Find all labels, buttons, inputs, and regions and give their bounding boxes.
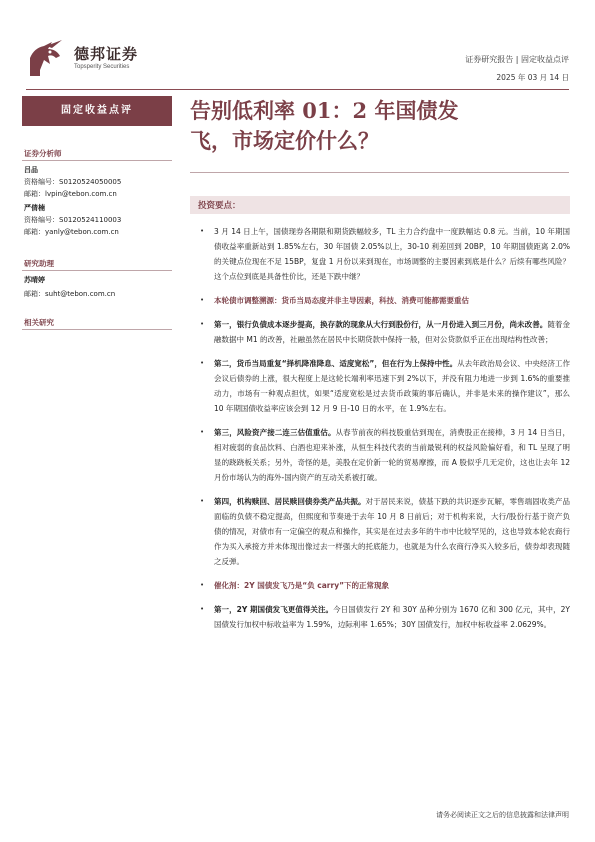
- category-label: 固定收益点评: [22, 96, 172, 126]
- report-date: 2025 年 03 月 14 日: [496, 73, 569, 82]
- title-line-1: 告别低利率 01：2 年国债发: [190, 98, 459, 123]
- key-points-header: [190, 196, 570, 214]
- analysts-heading: 证券分析师: [24, 149, 62, 158]
- paragraph-text: 从春节前夜的科技股重估到现在，消费股正在接棒，3 月 14 日当日，相对疲弱的食品饮料、白酒也迎来补涨，从恒生科技代表的当前最锐利的权益风险偏好看，和 TL 呈现了明显的跷跷板关系；另外，奇怪的是，美股在定价新一轮的贸易摩擦，而 A 股似乎几无定价，这也让去年 12 月份市场认为的海外-国内资产的互动关系被打破。: [214, 428, 570, 482]
- paragraph-lead: 第一，2Y 期国债发飞更值得关注。: [214, 605, 334, 614]
- bullet-icon: •: [200, 320, 205, 328]
- paragraph: [198, 224, 570, 284]
- paragraph: [198, 578, 570, 593]
- key-points-title: 投资要点：: [198, 201, 241, 211]
- report-title: [190, 96, 550, 156]
- bullet-icon: •: [200, 605, 205, 613]
- sidebar-divider: [22, 329, 172, 330]
- assistant-email[interactable]: 邮箱：suht@tebon.com.cn: [24, 290, 116, 298]
- assistant-name: 苏晴婷: [24, 276, 45, 284]
- bullet-icon: •: [200, 428, 205, 436]
- paragraph-text: 对于居民来说，债基下跌的共识逐步瓦解，零售端固收类产品面临的负债不稳定提高，但熙度和节奏逊于去年 10 月 8 日前后；对于机构来说，大行/股份行基于资产负债的情况，对债市有一定偏空的观点和操作，其实是在过去多年的牛市中比较罕见的，这也导致本轮农商行作为买入承接方并未体现出像过去一样强大的托底能力，也就是为什么农商行净买入较多后，债券却表现随之反弹。: [214, 497, 571, 566]
- paragraph: [198, 356, 570, 416]
- title-divider: [190, 172, 569, 173]
- paragraph-lead: 第四，机构赎回、居民赎回债券类产品共振。: [214, 497, 366, 506]
- paragraph: [198, 494, 570, 569]
- paragraph: [198, 317, 570, 347]
- paragraph: [198, 602, 570, 632]
- analyst-cert: 资格编号：S0120524110003: [24, 216, 122, 224]
- paragraph: [198, 293, 570, 308]
- section-heading: 本轮债市调整溯源：货币当局态度并非主导因素，科技、消费可能都需要重估: [214, 296, 469, 305]
- bullet-icon: •: [200, 227, 205, 235]
- paragraph-text: 3 月 14 日上午，国债现券各期限和期货跌幅较多，TL 主力合约盘中一度跌幅达 0.8 元。当前，10 年期国债收益率重新站到 1.85%左右，30 年国债 2.05%以上，30-10 利差回到 20BP，10 年期国债距离 2.0%的关键点位现在不足 15BP，复盘 1 月份以来到现在，市场调整的主要因素到底是什么？后续有哪些风险？这个点位到底是具备性价比，还是下跌中继？: [214, 227, 570, 281]
- assistant-heading: 研究助理: [24, 259, 54, 268]
- bullet-icon: •: [200, 359, 205, 367]
- related-research-heading: 相关研究: [24, 318, 54, 327]
- paragraph-lead: 第三，风险资产接二连三估值重估。: [214, 428, 336, 437]
- title-line-2: 飞，市场定价什么？: [190, 128, 379, 153]
- paragraph-text: 随着金融数据中 M1 的改善，社融虽然在居民中长期贷款中保持一般，但对公贷款似乎正在出现结构性改善；: [214, 320, 571, 344]
- report-type: 证券研究报告 | 固定收益点评: [465, 55, 569, 64]
- bullet-icon: •: [200, 581, 205, 589]
- paragraph: [198, 425, 570, 485]
- analyst-cert: 资格编号：S0120524050005: [24, 178, 122, 186]
- analyst-name: 严倩楠: [24, 204, 45, 212]
- section-heading: 催化剂：2Y 国债发飞乃是“负 carry”下的正常现象: [214, 581, 390, 590]
- paragraph-text: 从去年政治局会议、中央经济工作会议后债券的上涨，很大程度上是这轮长端利率迅速下到 2%以下，并没有阻力地进一步到 1.6%的重要推动力，市场有一种观点担忧，如果“适度宽松是过去货币政策的事后确认，并非是未来的操作建议”，那么 10 年期国债收益率应该会到 12 月 9 日-10 日的水平，在 1.9%左右。: [214, 359, 571, 413]
- analyst-email[interactable]: 邮箱：lvpin@tebon.com.cn: [24, 190, 117, 198]
- bullet-icon: •: [200, 296, 205, 304]
- disclaimer-footer: 请务必阅读正文之后的信息披露和法律声明: [436, 811, 569, 819]
- paragraph-lead: 第二，货币当局重复“择机降准降息、适度宽松”，但在行为上保持中性。: [214, 359, 458, 368]
- brand-name-cn: 德邦证券: [74, 45, 139, 63]
- analyst-name: 吕品: [24, 166, 38, 174]
- sidebar-divider: [22, 160, 172, 161]
- bullet-icon: •: [200, 497, 205, 505]
- key-points-body: [198, 224, 570, 641]
- unicorn-logo-icon: [26, 40, 66, 80]
- header-divider: [26, 89, 569, 90]
- paragraph-text: 今日国债发行 2Y 和 30Y 品种分别为 1670 亿和 300 亿元，其中，2Y 国债发行加权中标收益率为 1.59%，边际利率 1.65%；30Y 国债发行，加权中标收益率 2.0629%。: [214, 605, 570, 629]
- brand-logo: [26, 40, 176, 84]
- paragraph-lead: 第一，银行负债成本逐步提高，换存款的现象从大行到股份行，从一月份进入到三月份，尚未改善。: [214, 320, 548, 329]
- brand-name-en: Topsperity Securities: [74, 64, 130, 70]
- analyst-email[interactable]: 邮箱：yanly@tebon.com.cn: [24, 228, 119, 236]
- sidebar-divider: [22, 270, 172, 271]
